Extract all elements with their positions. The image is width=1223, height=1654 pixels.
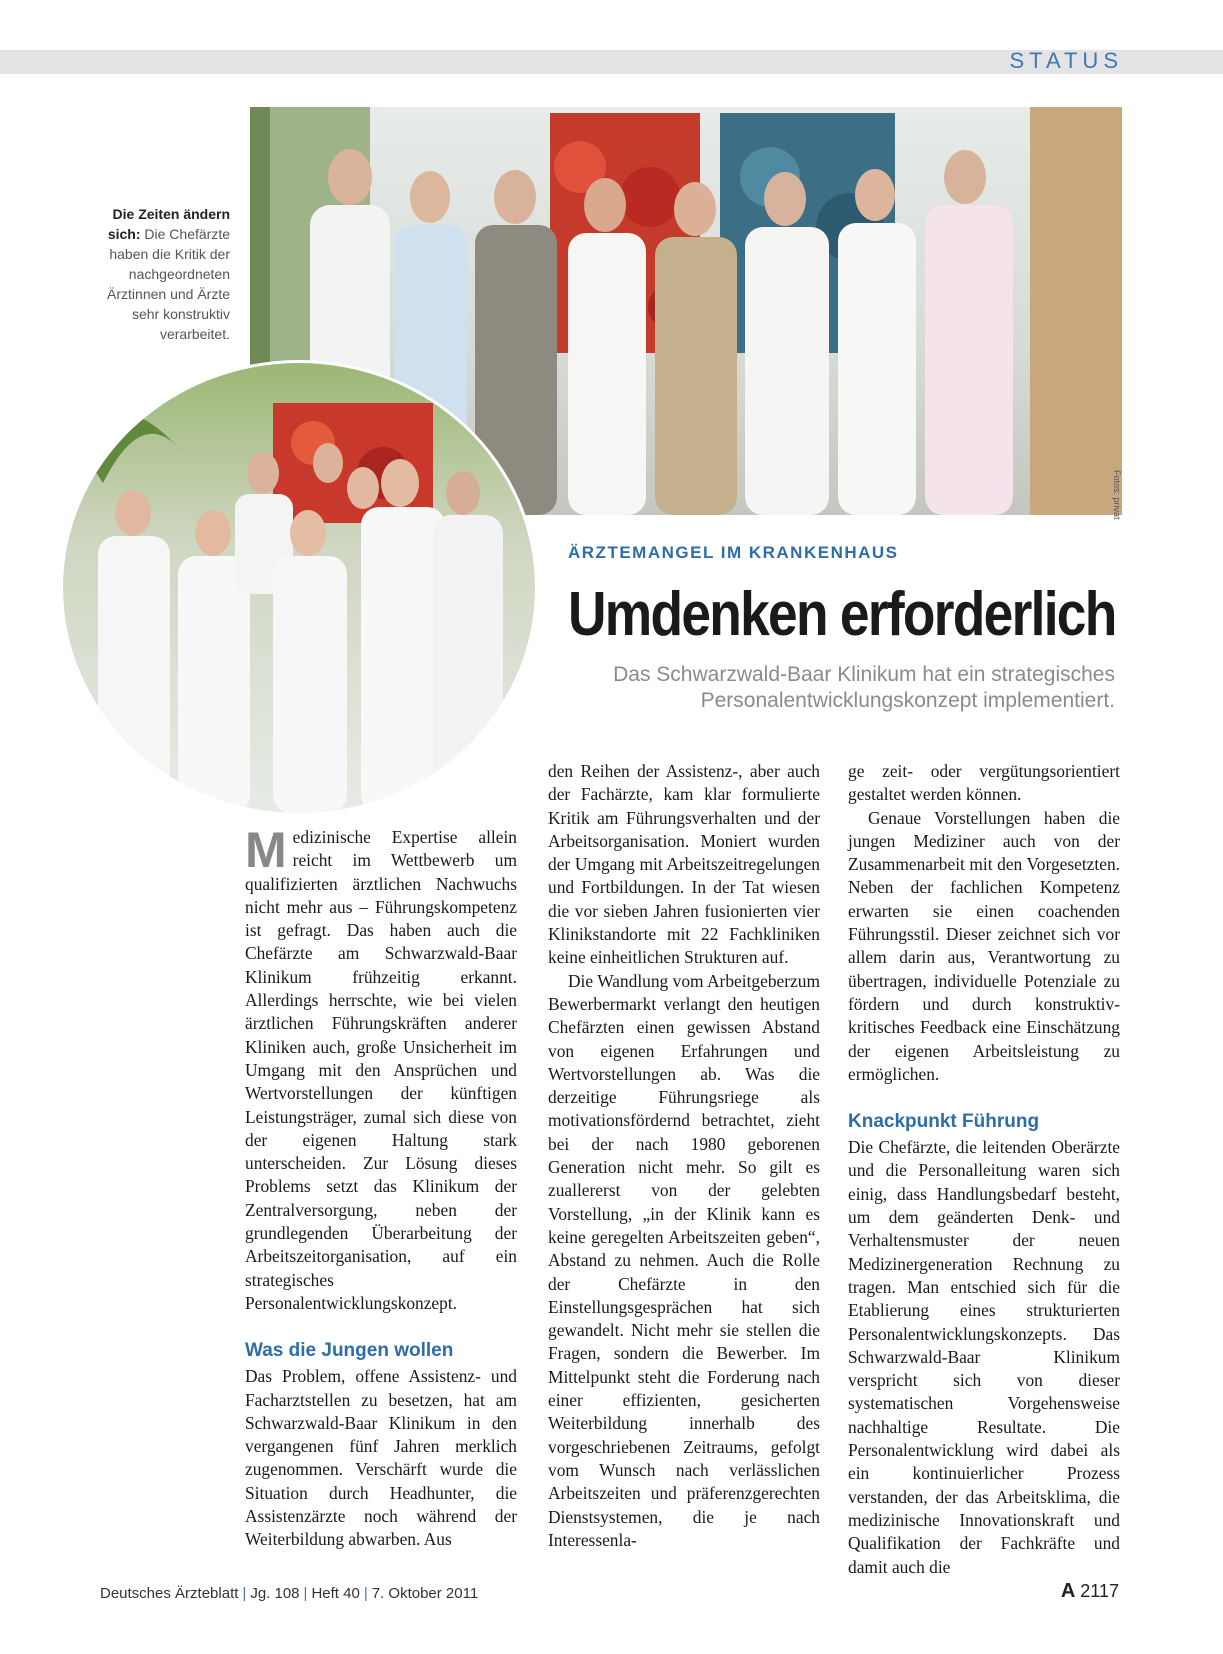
caption-lead: Die Zeiten ändern sich: — [107, 206, 230, 242]
journal-name: Deutsches Ärzteblatt — [100, 1585, 239, 1602]
paragraph: Genaue Vorstellungen haben die jungen Mediziner auch von der Zusammenarbeit mit den Vorgesetzten. Neben der fachlichen Kompetenz erwarten sie einen coachenden Führungsstil. Dieser zeichnet sich vor allem darin aus, Verantwortung zu übertragen, individuelle Potenziale zu fördern und durch konstruktiv-kritisches Feedback eine Einschätzung der eigenen Arbeitsleistung zu ermöglichen. — [848, 807, 1120, 1084]
page-number: A 2117 — [1060, 1580, 1119, 1602]
article-subtitle: Das Schwarzwald-Baar Klinikum hat ein strategisches Personalentwicklungskonzept implementiert. — [613, 663, 1115, 712]
footer-citation: Deutsches Ärzteblatt | Jg. 108 | Heft 40 | 7. Oktober 2011 — [100, 1585, 479, 1602]
young-doctors-illustration — [63, 363, 535, 813]
paragraph: den Reihen der Assistenz-, aber auch der Fachärzte, kam klar formulierte Kritik am Führungsverhalten und der Arbeitsorganisation. Moniert wurden der Umgang mit Arbeitszeitregelungen und Fortbildungen. In der Tat wiesen die vor sieben Jahren fusionierten vier Klinikstandorte mit 22 Fachkliniken keine einheitlichen Strukturen auf. — [548, 761, 820, 968]
article-kicker: ÄRZTEMANGEL IM KRANKENHAUS — [568, 543, 899, 562]
photo-credit: Fotos: privat — [1112, 470, 1122, 520]
drop-cap: M — [245, 822, 287, 878]
article-title: Umdenken erforderlich — [568, 580, 1116, 649]
group-photo-young-doctors — [60, 360, 538, 816]
photo-caption — [90, 204, 230, 344]
journal-date: 7. Oktober 2011 — [371, 1585, 479, 1602]
article-column-1 — [245, 822, 517, 1552]
paragraph: Die Chefärzte, die leitenden Oberärzte und die Personalleitung waren sich einig, dass Handlungsbedarf besteht, um dem geänderten Denk- und Verhaltensmuster der neuen Medizinergeneration Rechnung zu tragen. Man entschied sich für die Etablierung eines strukturierten Personalentwicklungskonzepts. Das Schwarzwald-Baar Klinikum verspricht sich von dieser systematischen Vorgehensweise nachhaltige Resultate. Die Personalentwicklung wird dabei als ein kontinuierlicher Prozess verstanden, der das Arbeitsklima, die medizinische Innovationskraft und Qualifikation der Fachkräfte und damit auch die — [848, 1137, 1120, 1577]
section-label: STATUS — [1009, 48, 1123, 73]
article-column-3 — [848, 760, 1120, 1579]
journal-volume: Jg. 108 — [250, 1585, 300, 1602]
article-column-2 — [548, 760, 820, 1552]
journal-issue: Heft 40 — [311, 1585, 360, 1602]
paragraph: ge zeit- oder vergütungsorientiert gestaltet werden können. — [848, 761, 1120, 805]
caption-text: Die Chefärzte haben die Kritik der nachgeordneten Ärztinnen und Ärzte sehr konstruktiv verarbeitet. — [107, 226, 230, 342]
subheading-was-die-jungen-wollen: Was die Jungen wollen — [245, 1340, 454, 1362]
paragraph: Die Wandlung vom Arbeitgeberzum Bewerbermarkt verlangt den heutigen Chefärzten einen gewissen Abstand von eigenen Erfahrungen und Wertvorstellungen ab. Was die derzeitige Führungsriege als motivationsfördernd betrachtet, zieht bei der nach 1980 geborenen Generation nicht mehr. So gilt es zuallererst von der gelebten Vorstellung, „in der Klinik kann es keine geregelten Arbeitszeiten geben“, Abstand zu nehmen. Auch die Rolle der Chefärzte in den Einstellungsgesprächen hat sich gewandelt. Nicht mehr sie stellen die Fragen, sondern die Bewerber. Im Mittelpunkt steht die Forderung nach einer effizienten, gesicherten Weiterbildung innerhalb des vorgeschriebenen Zeitraums, gefolgt vom Wunsch nach verlässlichen Arbeitszeiten und präferenzgerechten Dienstsystemen, die je nach Interessenla- — [548, 970, 820, 1550]
subheading-knackpunkt-fuehrung: Knackpunkt Führung — [848, 1111, 1040, 1133]
paragraph-intro: Medizinische Expertise allein reicht im Wettbewerb um qualifizierten ärztlichen Nachwuchs nicht mehr aus – Führungskompetenz ist gefragt. Das haben auch die Chefärzte am Schwarzwald-Baar Klinikum frühzeitig erkannt. Allerdings herrschte, wie bei vielen ärztlichen Führungskräften anderer Kliniken auch, große Unsicherheit im Umgang mit den Ansprüchen und Wertvorstellungen der künftigen Leistungsträger, zumal sich diese von der eigenen Haltung stark unterscheiden. Zur Lösung dieses Problems setzt das Klinikum der Zentralversorgung, neben der grundlegenden Überarbeitung der Arbeitszeitorganisation, auf ein strategisches Personalentwicklungskonzept. — [245, 822, 517, 1313]
paragraph: Das Problem, offene Assistenz- und Facharztstellen zu besetzen, hat am Schwarzwald-Baar Klinikum in den vergangenen fünf Jahren merklich zugenommen. Verschärft wurde die Situation durch Headhunter, die Assistenzärzte noch während der Weiterbildung abwarben. Aus — [245, 1366, 517, 1550]
